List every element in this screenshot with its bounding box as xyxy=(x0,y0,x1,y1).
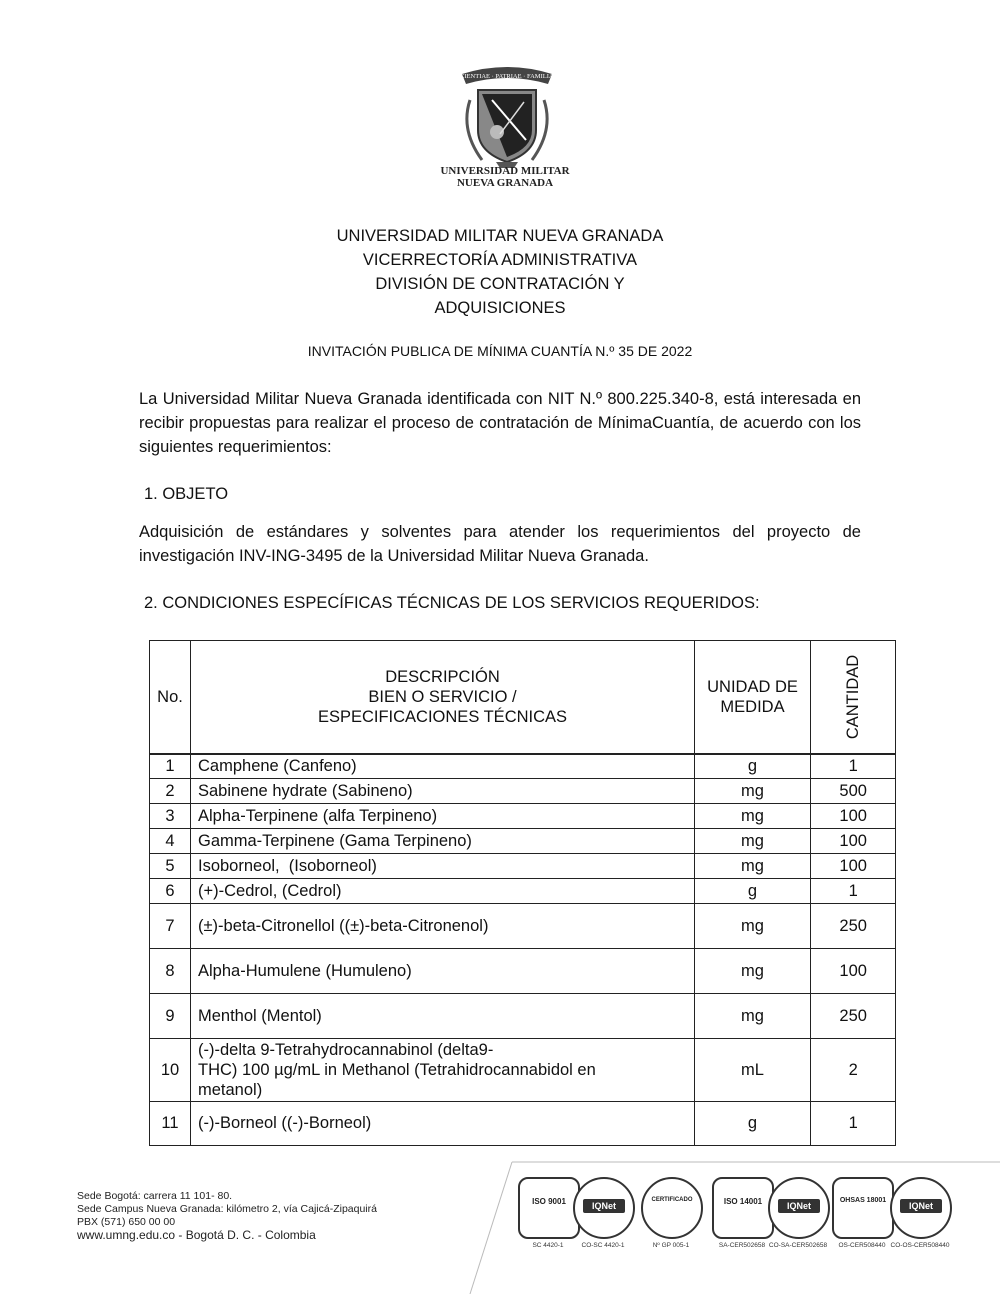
cert-code: CO-OS-CER508440 xyxy=(890,1242,950,1249)
row-no: 3 xyxy=(150,804,191,829)
row-description: (-)-Borneol ((-)-Borneol) xyxy=(191,1102,695,1146)
cert-code: SA-CER502658 xyxy=(718,1242,766,1249)
certificate-icon xyxy=(518,1177,580,1239)
row-unit: g xyxy=(695,754,811,779)
row-description: Alpha-Humulene (Humuleno) xyxy=(191,949,695,994)
header-unit-line1: UNIDAD DE xyxy=(707,677,798,696)
cert-code: CO-SC 4420-1 xyxy=(581,1242,625,1249)
header-quantity xyxy=(811,641,896,754)
row-no: 7 xyxy=(150,904,191,949)
row-unit: g xyxy=(695,1102,811,1146)
cert-ohsas-badge xyxy=(832,1177,892,1253)
footer-address xyxy=(77,1190,377,1242)
certificate-icon xyxy=(768,1177,830,1239)
table-row xyxy=(150,879,896,904)
table-row xyxy=(150,904,896,949)
requirements-table xyxy=(149,640,896,1146)
header-no: No. xyxy=(150,641,191,754)
row-description: (+)-Cedrol, (Cedrol) xyxy=(191,879,695,904)
header-desc-line1: DESCRIPCIÓN xyxy=(385,667,500,686)
row-desc-line3: metanol) xyxy=(198,1081,263,1099)
cert-code: Nº GP 005-1 xyxy=(652,1242,690,1249)
table-row xyxy=(150,754,896,779)
row-unit: mg xyxy=(695,904,811,949)
row-description: Camphene (Canfeno) xyxy=(191,754,695,779)
row-quantity: 500 xyxy=(811,779,896,804)
heading-line4: ADQUISICIONES xyxy=(434,299,566,317)
section-objeto-text: Adquisición de estándares y solventes para atender los requerimientos del proyecto de investigación INV-ING-3495 de la Universidad Militar Nueva Granada. xyxy=(139,523,861,565)
cert-iqnet-badge xyxy=(890,1177,950,1253)
row-no: 9 xyxy=(150,994,191,1039)
cert-gp-badge xyxy=(641,1177,701,1253)
row-no: 11 xyxy=(150,1102,191,1146)
cert-label: IQNet xyxy=(583,1199,625,1213)
table-row xyxy=(150,1039,896,1102)
header-unit xyxy=(695,641,811,754)
heading-line1: UNIVERSIDAD MILITAR NUEVA GRANADA xyxy=(336,227,664,245)
row-no: 1 xyxy=(150,754,191,779)
certificate-icon xyxy=(641,1177,703,1239)
row-quantity: 1 xyxy=(811,1102,896,1146)
header-unit-line2: MEDIDA xyxy=(720,697,785,716)
row-unit: mg xyxy=(695,994,811,1039)
row-description xyxy=(191,1039,695,1102)
intro-paragraph: La Universidad Militar Nueva Granada identificada con NIT N.º 800.225.340-8, está interesada en recibir propuestas para realizar el proceso de contratación de MínimaCuantía, de acuerdo con los siguientes requerimientos: xyxy=(139,390,861,456)
row-quantity: 1 xyxy=(811,879,896,904)
row-desc-line2: THC) 100 µg/mL in Methanol (Tetrahidrocannabidol en xyxy=(198,1061,596,1079)
heading-line3: DIVISIÓN DE CONTRATACIÓN Y xyxy=(375,275,625,293)
cert-label: IQNet xyxy=(778,1199,820,1213)
cert-label: ISO 14001 xyxy=(723,1197,763,1206)
row-description: Isoborneol, (Isoborneol) xyxy=(191,854,695,879)
table-row xyxy=(150,994,896,1039)
certificate-icon xyxy=(712,1177,774,1239)
cert-code: CO-SA-CER502658 xyxy=(768,1242,828,1249)
row-no: 6 xyxy=(150,879,191,904)
logo-name-line2: NUEVA GRANADA xyxy=(456,177,554,189)
header-desc-line3: ESPECIFICACIONES TÉCNICAS xyxy=(317,707,568,726)
table-header-row xyxy=(150,641,896,754)
row-unit: mL xyxy=(695,1039,811,1102)
cert-code: SC 4420-1 xyxy=(532,1242,564,1249)
row-no: 5 xyxy=(150,854,191,879)
table-row xyxy=(150,804,896,829)
row-unit: mg xyxy=(695,804,811,829)
header-desc-line2: BIEN O SERVICIO / xyxy=(368,687,517,706)
cert-label: ISO 9001 xyxy=(532,1197,566,1206)
certificate-icon xyxy=(832,1177,894,1239)
cert-iso14001-badge xyxy=(712,1177,772,1253)
row-quantity: 100 xyxy=(811,829,896,854)
table-row xyxy=(150,949,896,994)
table-row xyxy=(150,779,896,804)
logo-motto: SCIENTIAE · PATRIAE · FAMILIAE xyxy=(456,73,558,80)
certificate-icon xyxy=(573,1177,635,1239)
header-qty-text: CANTIDAD xyxy=(844,654,863,739)
row-unit: g xyxy=(695,879,811,904)
section-objeto-title: 1. OBJETO xyxy=(144,485,229,503)
row-desc-line1: (-)-delta 9-Tetrahydrocannabinol (delta9- xyxy=(198,1041,494,1059)
footer-line1: Sede Bogotá: carrera 11 101- 80. xyxy=(77,1190,233,1202)
certificate-icon xyxy=(890,1177,952,1239)
row-description: Menthol (Mentol) xyxy=(191,994,695,1039)
row-no: 4 xyxy=(150,829,191,854)
row-no: 8 xyxy=(150,949,191,994)
row-quantity: 250 xyxy=(811,994,896,1039)
table-row xyxy=(150,854,896,879)
cert-iqnet-badge xyxy=(573,1177,633,1253)
row-unit: mg xyxy=(695,854,811,879)
row-no: 10 xyxy=(150,1039,191,1102)
institution-heading xyxy=(0,224,1000,320)
row-unit: mg xyxy=(695,829,811,854)
cert-iso9001-badge xyxy=(518,1177,578,1253)
row-quantity: 100 xyxy=(811,804,896,829)
footer-website: www.umng.edu.co - Bogotá D. C. - Colombia xyxy=(77,1228,316,1242)
cert-code: OS-CER508440 xyxy=(838,1242,886,1249)
row-unit: mg xyxy=(695,779,811,804)
table-row xyxy=(150,1102,896,1146)
row-description: Gamma-Terpinene (Gama Terpineno) xyxy=(191,829,695,854)
row-description: (±)-beta-Citronellol ((±)-beta-Citronenol) xyxy=(191,904,695,949)
footer-line3: PBX (571) 650 00 00 xyxy=(77,1216,176,1228)
invitation-title: INVITACIÓN PUBLICA DE MÍNIMA CUANTÍA N.º 35 DE 2022 xyxy=(307,343,693,359)
row-quantity: 2 xyxy=(811,1039,896,1102)
logo-wordmark xyxy=(440,165,570,189)
heading-line2: VICERRECTORÍA ADMINISTRATIVA xyxy=(362,251,638,269)
row-quantity: 250 xyxy=(811,904,896,949)
row-description: Alpha-Terpinene (alfa Terpineno) xyxy=(191,804,695,829)
row-no: 2 xyxy=(150,779,191,804)
row-quantity: 1 xyxy=(811,754,896,779)
cert-label: OHSAS 18001 xyxy=(839,1197,887,1204)
row-description: Sabinene hydrate (Sabineno) xyxy=(191,779,695,804)
cert-iqnet-badge xyxy=(768,1177,828,1253)
cert-label: IQNet xyxy=(900,1199,942,1213)
footer-line2: Sede Campus Nueva Granada: kilómetro 2, vía Cajicá-Zipaquirá xyxy=(77,1203,377,1215)
logo-name-line1: UNIVERSIDAD MILITAR xyxy=(440,165,570,177)
row-quantity: 100 xyxy=(811,949,896,994)
row-unit: mg xyxy=(695,949,811,994)
section-conditions-title: 2. CONDICIONES ESPECÍFICAS TÉCNICAS DE LOS SERVICIOS REQUERIDOS: xyxy=(144,594,760,612)
table-row xyxy=(150,829,896,854)
header-description xyxy=(191,641,695,754)
cert-label: CERTIFICADO xyxy=(651,1197,693,1203)
row-quantity: 100 xyxy=(811,854,896,879)
